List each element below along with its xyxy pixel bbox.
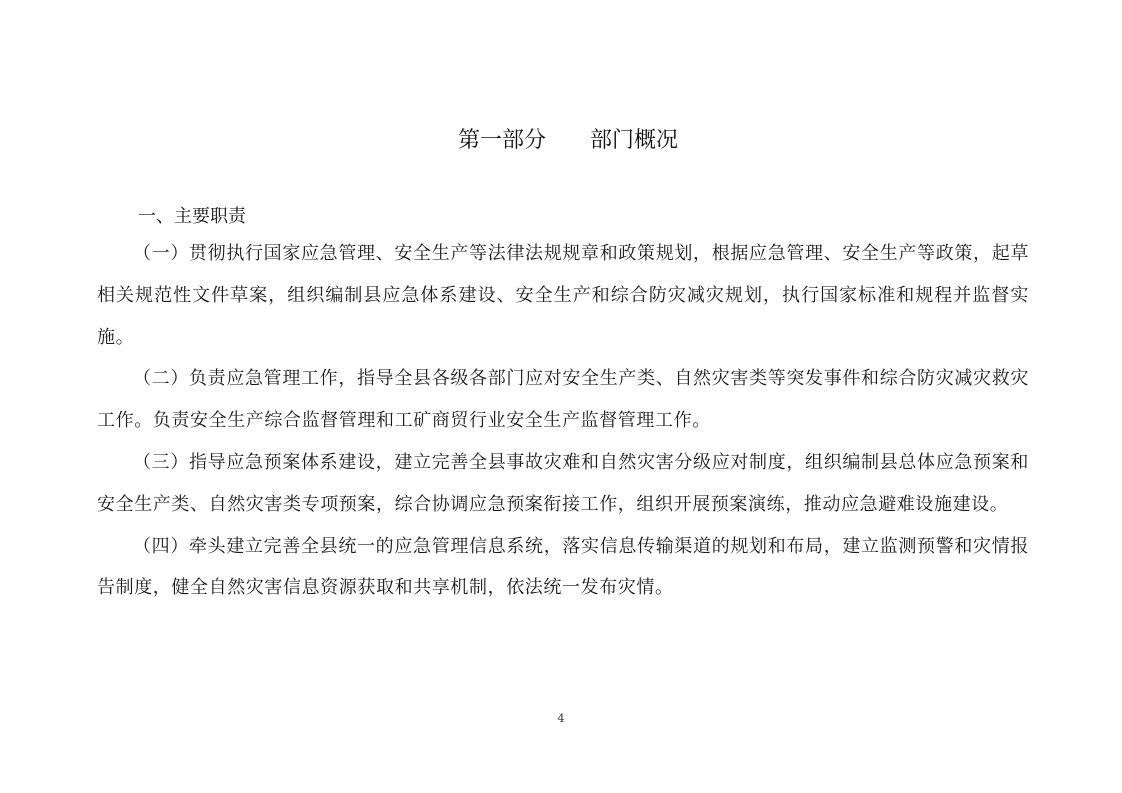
page-number: 4 <box>557 712 565 725</box>
section-heading: 一、主要职责 <box>138 206 246 227</box>
paragraph-2: （二）负责应急管理工作，指导全县各级各部门应对安全生产类、自然灾害类等突发事件和综合防灾减灾救灾工作。负责安全生产综合监督管理和工矿商贸行业安全生产监督管理工作。 <box>97 368 1029 432</box>
body-text <box>97 233 1029 609</box>
paragraph-1: （一）贯彻执行国家应急管理、安全生产等法律法规规章和政策规划，根据应急管理、安全生产等政策，起草相关规范性文件草案，组织编制县应急体系建设、安全生产和综合防灾减灾规划，执行国家标准和规程并监督实施。 <box>97 243 1029 348</box>
part-title: 第一部分 部门概况 <box>457 128 678 153</box>
paragraph-4: （四）牵头建立完善全县统一的应急管理信息系统，落实信息传输渠道的规划和布局，建立监测预警和灾情报告制度，健全自然灾害信息资源获取和共享机制，依法统一发布灾情。 <box>97 535 1029 599</box>
paragraph-3: （三）指导应急预案体系建设，建立完善全县事故灾难和自然灾害分级应对制度，组织编制县总体应急预案和安全生产类、自然灾害类专项预案，综合协调应急预案衔接工作，组织开展预案演练，推动应急避难设施建设。 <box>97 451 1029 515</box>
